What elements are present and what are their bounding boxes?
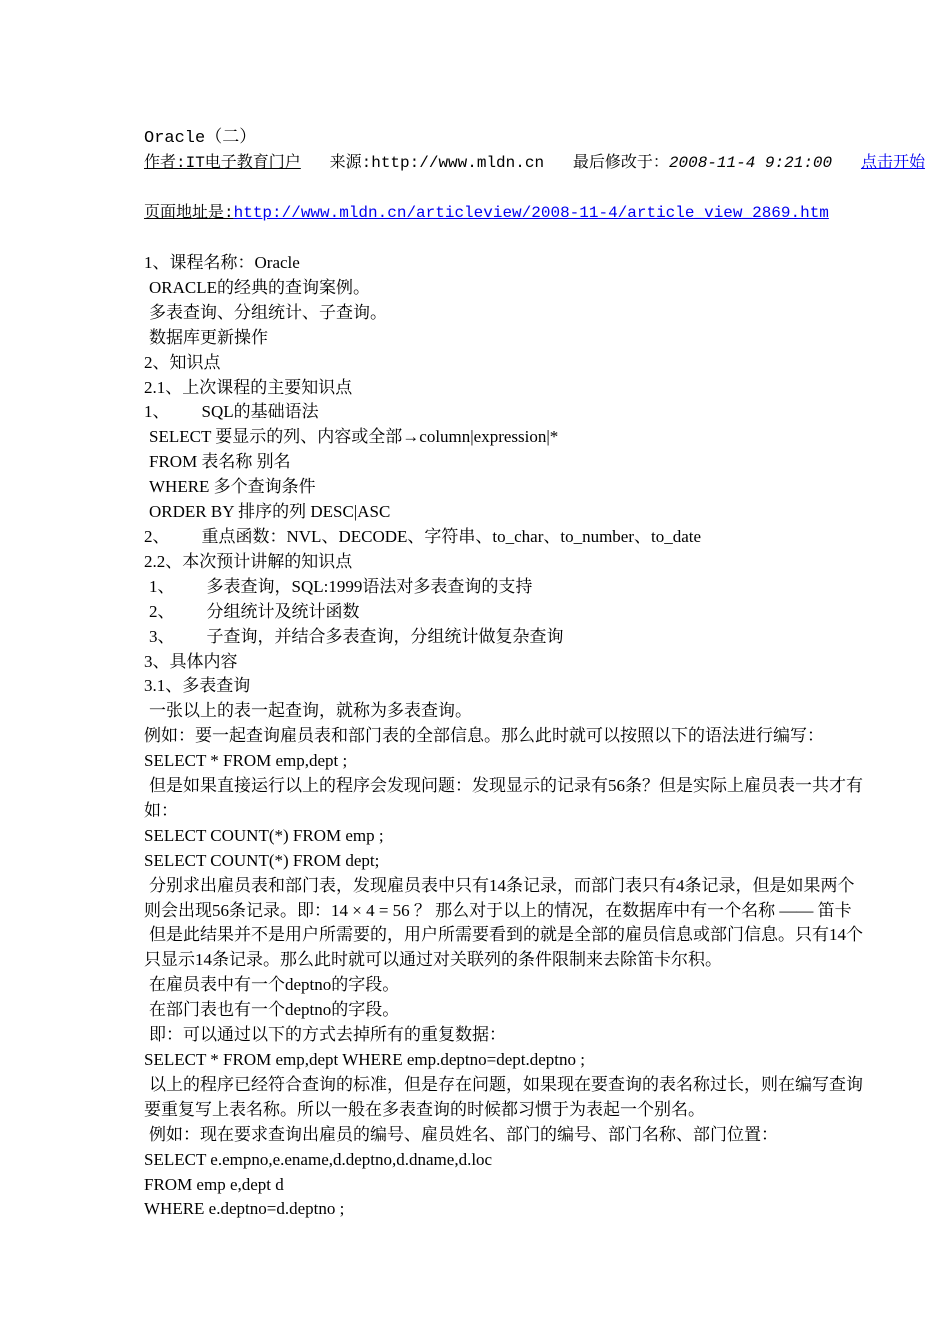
- body-line: 要重复写上表名称。所以一般在多表查询的时候都习惯于为表起一个别名。: [144, 1099, 705, 1119]
- body-line: 即：可以通过以下的方式去掉所有的重复数据：: [149, 1025, 506, 1045]
- spacer: [144, 226, 950, 251]
- body-line: WHERE 多个查询条件: [149, 477, 316, 497]
- author-text: 作者:IT电子教育门户: [144, 154, 301, 172]
- code-line: SELECT * FROM emp,dept ;: [144, 751, 348, 771]
- item-number: 1、: [144, 402, 170, 422]
- address-link[interactable]: http://www.mldn.cn/articleview/2008-11-4/article_view_2869.htm: [233, 204, 829, 222]
- body-line: 分别求出雇员表和部门表，发现雇员表中只有14条记录，而部门表只有4条记录，但是如果两个: [149, 875, 855, 895]
- item-text: SQL的基础语法: [201, 402, 319, 422]
- body-line: ORACLE的经典的查询案例。: [149, 277, 370, 297]
- modified-label: 最后修改于：: [572, 154, 669, 172]
- item-text: 分组统计及统计函数: [206, 601, 360, 621]
- doc-body: [144, 251, 950, 1222]
- code-line: SELECT e.empno,e.ename,d.deptno,d.dname,d.loc: [144, 1149, 493, 1169]
- numbered-item: [144, 575, 950, 600]
- body-line: 2.2、本次预计讲解的知识点: [144, 551, 353, 571]
- code-line: FROM emp e,dept d: [144, 1174, 284, 1194]
- item-text: 重点函数：NVL、DECODE、字符串、to_char、to_number、to_date: [201, 526, 702, 546]
- body-line: 则会出现56条记录。即：14 × 4 = 56 ？ 那么对于以上的情况，在数据库中有一个名称 —— 笛卡: [144, 900, 852, 920]
- code-line: SELECT * FROM emp,dept WHERE emp.deptno=dept.deptno ;: [144, 1050, 586, 1069]
- body-line: SELECT 要显示的列、内容或全部→column|expression|*: [149, 427, 559, 447]
- body-line: 但是如果直接运行以上的程序会发现问题：发现显示的记录有56条？但是实际上雇员表一共才有: [149, 776, 863, 796]
- code-line: SELECT COUNT(*) FROM emp ;: [144, 825, 384, 845]
- body-line: 如：: [144, 800, 178, 820]
- address-label: 页面地址是:: [144, 204, 234, 222]
- numbered-item: [144, 600, 950, 625]
- body-line: 例如：要一起查询雇员表和部门表的全部信息。那么此时就可以按照以下的语法进行编写：: [144, 726, 824, 746]
- doc-meta: [144, 151, 950, 176]
- doc-title: Oracle（二）: [144, 129, 257, 148]
- source-text: 来源:http://www.mldn.cn: [329, 154, 545, 172]
- body-line: ORDER BY 排序的列 DESC|ASC: [149, 502, 391, 522]
- code-line: WHERE e.deptno=d.deptno ;: [144, 1199, 345, 1219]
- numbered-item: [144, 525, 950, 550]
- body-line: 在部门表也有一个deptno的字段。: [149, 1000, 400, 1020]
- code-line: SELECT COUNT(*) FROM dept;: [144, 850, 380, 870]
- item-number: 2、: [144, 526, 170, 546]
- body-line: 2、知识点: [144, 352, 221, 372]
- body-line: 2.1、上次课程的主要知识点: [144, 377, 353, 397]
- item-text: 多表查询，SQL:1999语法对多表查询的支持: [206, 576, 533, 596]
- body-line: 例如：现在要求查询出雇员的编号、雇员姓名、部门的编号、部门名称、部门位置：: [149, 1124, 778, 1144]
- document-page: [144, 126, 950, 1222]
- body-line: 在雇员表中有一个deptno的字段。: [149, 975, 400, 995]
- item-number: 3、: [149, 626, 175, 646]
- body-line: 只显示14条记录。那么此时就可以通过对关联列的条件限制来去除笛卡尔积。: [144, 950, 722, 970]
- item-number: 1、: [149, 576, 175, 596]
- body-line: FROM 表名称 别名: [149, 452, 291, 472]
- body-line: 一张以上的表一起查询，就称为多表查询。: [149, 701, 472, 721]
- modified-date: 2008-11-4 9:21:00: [668, 154, 833, 172]
- body-line: 以上的程序已经符合查询的标准，但是存在问题，如果现在要查询的表名称过长，则在编写查询: [149, 1074, 863, 1094]
- page-address: [144, 201, 950, 226]
- body-line: 数据库更新操作: [149, 327, 268, 347]
- numbered-item: [144, 400, 950, 425]
- body-line: 3.1、多表查询: [144, 676, 251, 696]
- body-line: 3、具体内容: [144, 651, 238, 671]
- item-text: 子查询，并结合多表查询，分组统计做复杂查询: [206, 626, 564, 646]
- spacer: [144, 176, 950, 201]
- body-line: 但是此结果并不是用户所需要的，用户所需要看到的就是全部的雇员信息或部门信息。只有14个: [149, 925, 863, 945]
- numbered-item: [144, 625, 950, 650]
- item-number: 2、: [149, 601, 175, 621]
- body-line: 1、课程名称：Oracle: [144, 253, 300, 272]
- start-link[interactable]: 点击开始: [860, 154, 925, 172]
- body-line: 多表查询、分组统计、子查询。: [149, 302, 387, 322]
